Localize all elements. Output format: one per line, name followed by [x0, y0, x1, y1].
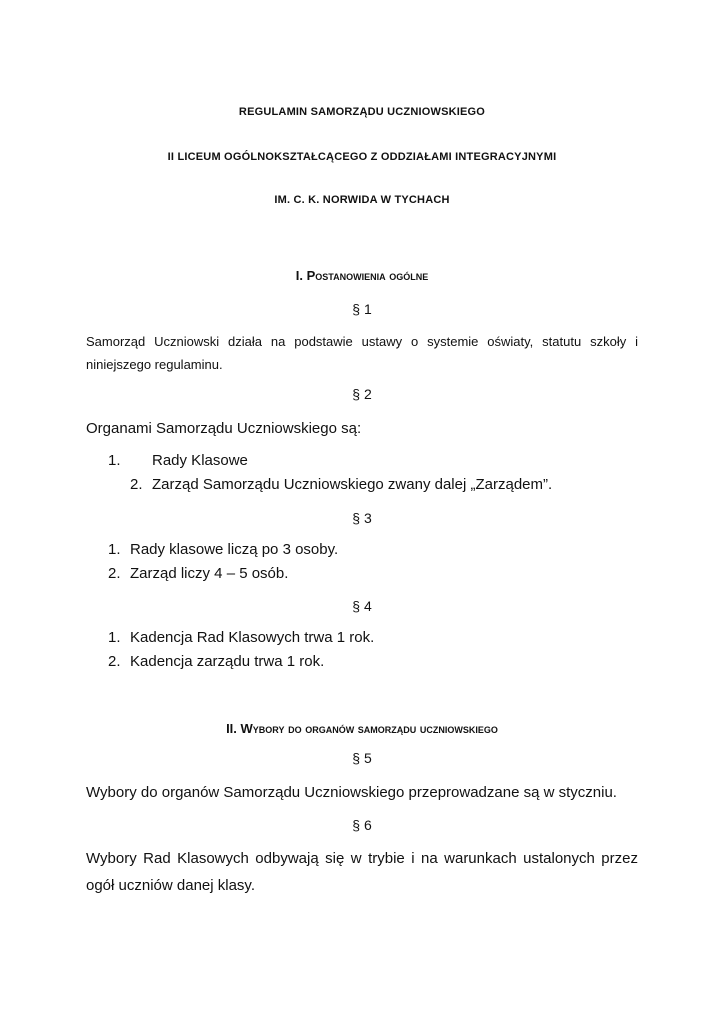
paragraph-sign-3: § 3 — [352, 510, 372, 526]
paragraph-text-6: Wybory Rad Klasowych odbywają się w trybie i na warunkach ustalonych przez ogół uczniów danej klasy. — [86, 850, 638, 894]
section-heading-2 — [0, 721, 724, 736]
paragraph-text-5: Wybory do organów Samorządu Uczniowskiego przeprowadzane są w styczniu. — [86, 784, 617, 801]
paragraph-sign-1: § 1 — [352, 301, 372, 317]
paragraph-sign-4: § 4 — [352, 598, 372, 614]
list-item-number: 2. — [108, 565, 121, 582]
paragraph-text-1: Samorząd Uczniowski działa na podstawie ustawy o systemie oświaty, statutu szkoły i niniejszego regulaminu. — [86, 334, 638, 372]
paragraph-sign-2: § 2 — [352, 386, 372, 402]
list-item-text: Kadencja Rad Klasowych trwa 1 rok. — [130, 629, 375, 646]
document-title-line-2: II LICEUM OGÓLNOKSZTAŁCĄCEGO Z ODDZIAŁAMI INTEGRACYJNYMI — [167, 151, 557, 163]
list-item-number: 1. — [108, 452, 121, 469]
document-title-line-3: IM. C. K. NORWIDA W TYCHACH — [274, 194, 450, 206]
list-item-text: Zarząd liczy 4 – 5 osób. — [130, 565, 289, 582]
section-title: Postanowienia ogólne — [306, 268, 429, 283]
section-heading-1 — [0, 268, 724, 283]
list-item-text: Kadencja zarządu trwa 1 rok. — [130, 653, 325, 670]
list-item-number: 1. — [108, 629, 121, 646]
paragraph-sign-6: § 6 — [352, 817, 372, 833]
list-item-text: Rady Klasowe — [152, 452, 248, 469]
list-item-number: 1. — [108, 541, 121, 558]
document-title-line-1: REGULAMIN SAMORZĄDU UCZNIOWSKIEGO — [238, 106, 486, 118]
list-item-number: 2. — [108, 653, 121, 670]
paragraph-sign-5: § 5 — [352, 750, 372, 766]
list-item-text: Rady klasowe liczą po 3 osoby. — [130, 541, 339, 558]
section-number: II. — [226, 721, 237, 736]
list-item-number: 2. — [130, 476, 143, 493]
section-title: Wybory do organów samorządu uczniowskiego — [240, 721, 498, 736]
section-number: I. — [295, 268, 303, 283]
paragraph-intro-2: Organami Samorządu Uczniowskiego są: — [86, 420, 362, 437]
list-item-text: Zarząd Samorządu Uczniowskiego zwany dalej „Zarządem”. — [152, 476, 553, 493]
